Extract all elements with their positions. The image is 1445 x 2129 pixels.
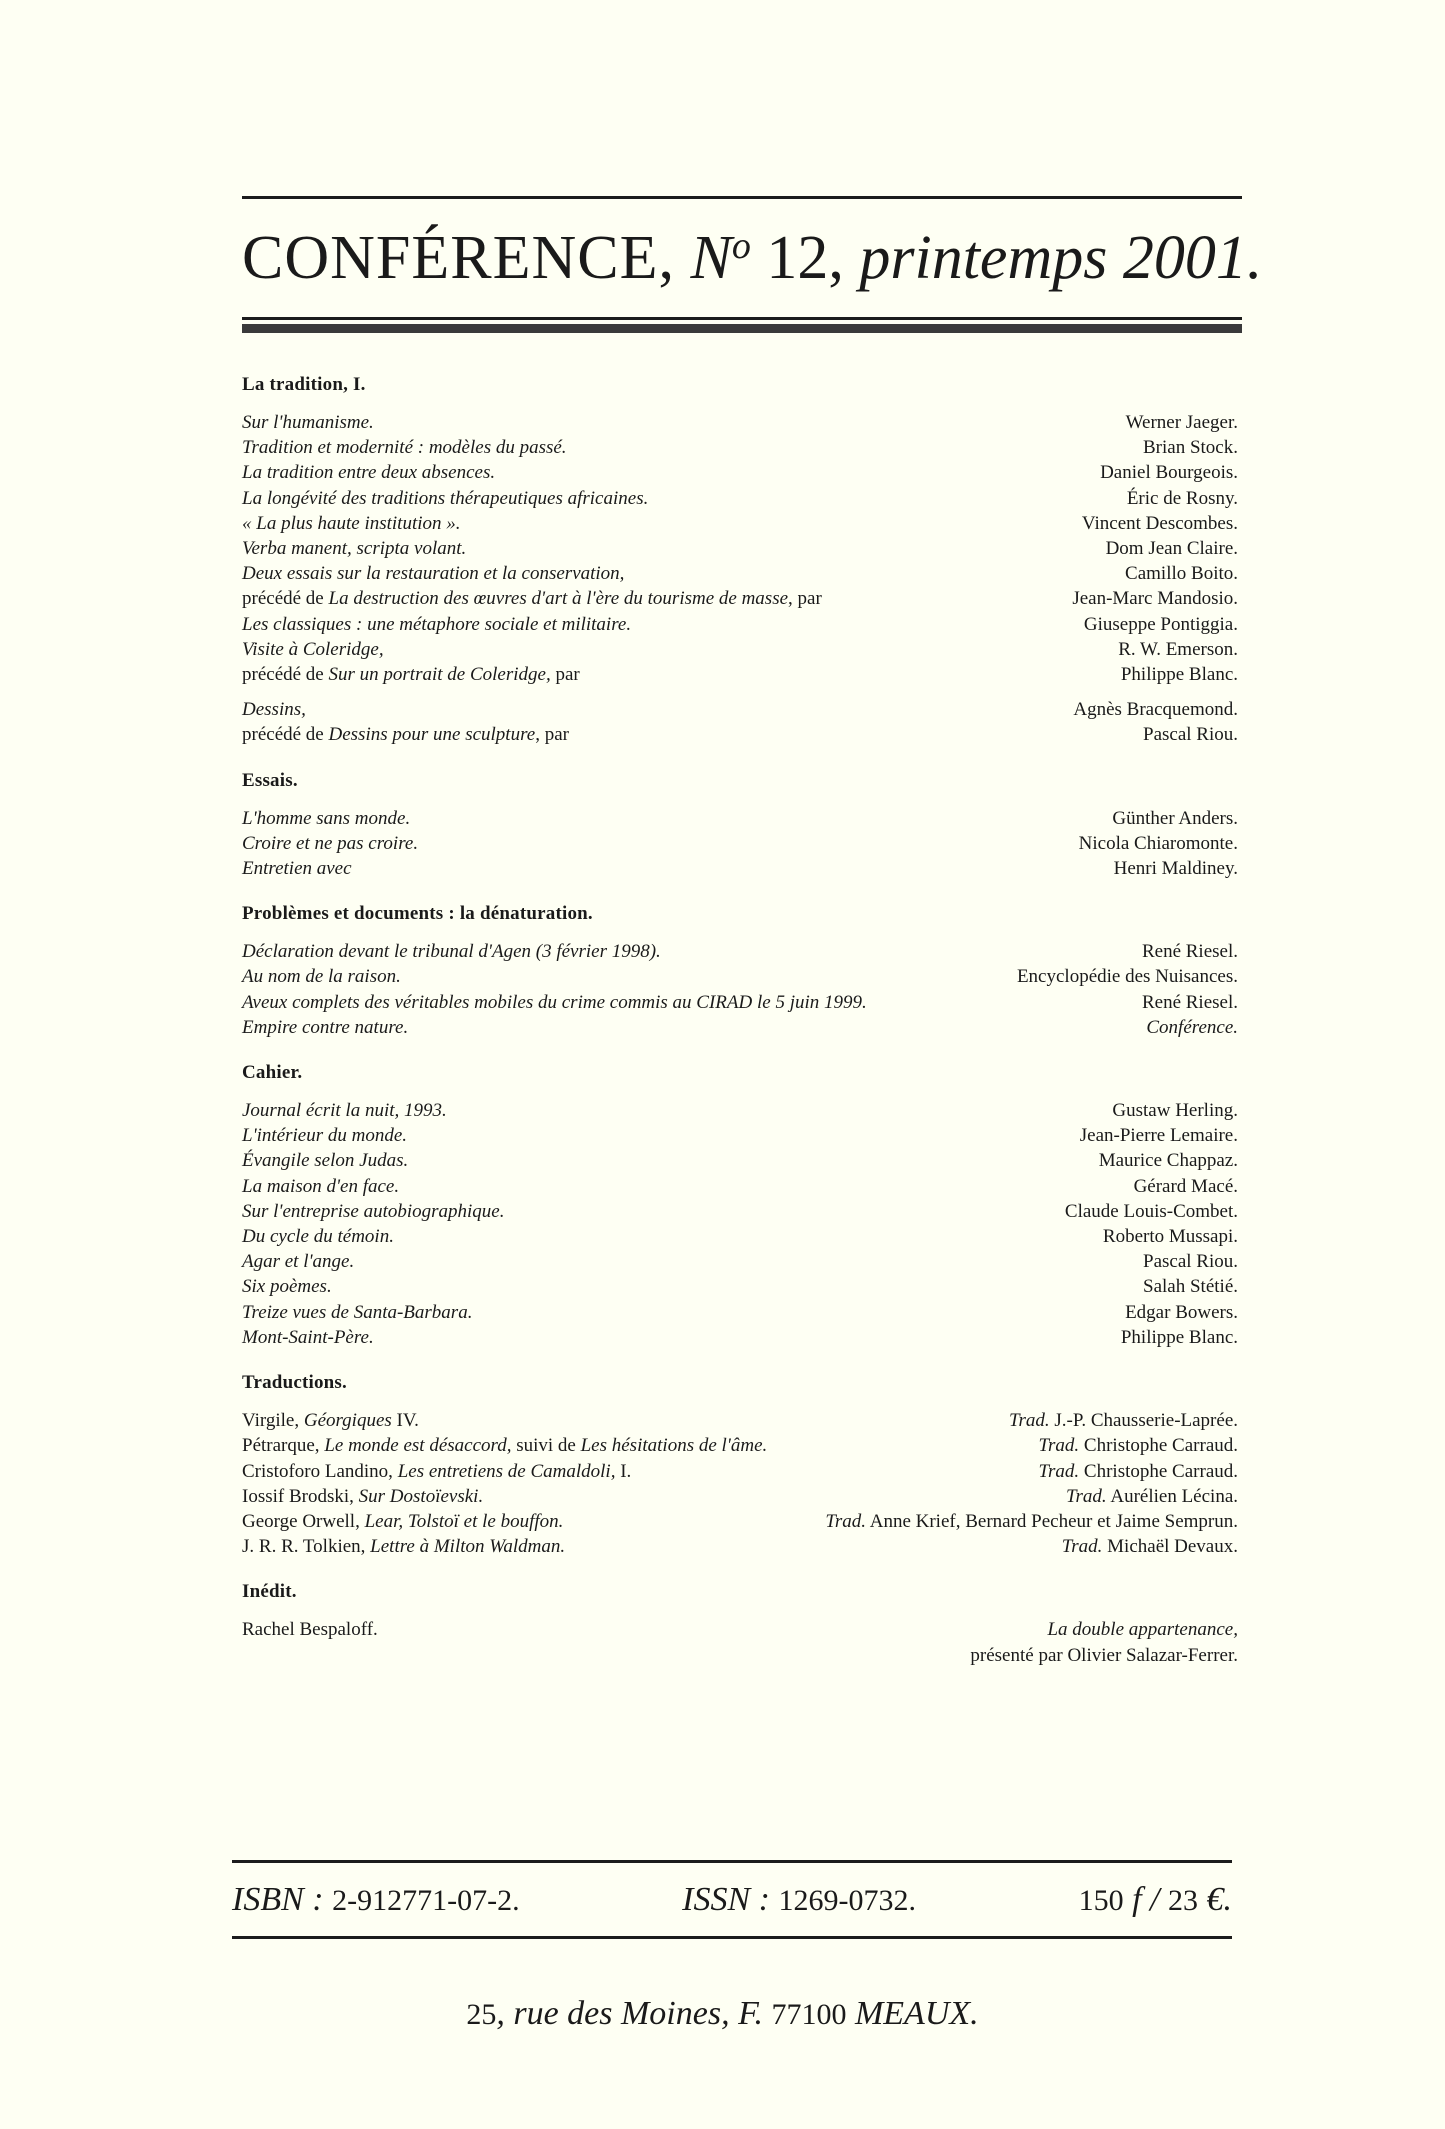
top-rule <box>242 196 1242 199</box>
toc-entry: Agar et l'ange. Pascal Riou. <box>242 1251 1238 1273</box>
title-number-label: $N^o$ <box>690 224 751 292</box>
toc-entry: George Orwell, Lear, Tolstoï et le bouffon. Trad. Anne Krief, Bernard Pecheur et Jaime Semprun. <box>242 1510 1238 1532</box>
toc-entry: La tradition entre deux absences. Daniel Bourgeois. <box>242 462 1238 484</box>
publisher-address: 25, rue des Moines, F. 77100 MEAUX. <box>466 1995 979 2032</box>
toc-entry: précédé de Sur un portrait de Coleridge, par Philippe Blanc. <box>242 664 1238 686</box>
toc-entry: Aveux complets des véritables mobiles du crime commis au CIRAD le 5 juin 1999. René Riesel. <box>242 991 1238 1013</box>
title-journal-name: CONFÉRENCE, <box>242 224 675 292</box>
toc-entry: Six poèmes. Salah Stétié. <box>242 1276 1238 1298</box>
section-heading: Inédit. <box>242 1581 297 1603</box>
toc-entry: Évangile selon Judas. Maurice Chappaz. <box>242 1150 1238 1172</box>
isbn: ISBN : 2-912771-07-2. <box>232 1881 520 1918</box>
toc-entry: Entretien avec Henri Maldiney. <box>242 858 1238 880</box>
toc-entry: précédé de La destruction des œuvres d'art à l'ère du tourisme de masse, par Jean-Marc Mandosio. <box>242 588 1238 610</box>
page-title <box>242 218 1263 298</box>
toc-entry: Deux essais sur la restauration et la conservation, Camillo Boito. <box>242 563 1238 585</box>
toc-entry: Du cycle du témoin. Roberto Mussapi. <box>242 1226 1238 1248</box>
title-rule-thick <box>242 324 1242 333</box>
issn: ISSN : 1269-0732. <box>682 1881 916 1918</box>
section-heading: Essais. <box>242 769 298 791</box>
section-cahier <box>242 1060 1238 1350</box>
toc-entry: Déclaration devant le tribunal d'Agen (3 février 1998). René Riesel. <box>242 941 1238 963</box>
inedit-author: Rachel Bespaloff. <box>242 1619 378 1641</box>
publication-info <box>232 1872 1232 1929</box>
toc-entry: Dessins, Agnès Bracquemond. <box>242 699 1238 721</box>
section-essais <box>242 768 1238 882</box>
toc-entry: Empire contre nature. Conférence. <box>242 1016 1238 1038</box>
toc-entry: « La plus haute institution ». Vincent Descombes. <box>242 512 1238 534</box>
toc-entry: Au nom de la raison. Encyclopédie des Nuisances. <box>242 966 1238 988</box>
footer-rule-bottom <box>232 1936 1232 1939</box>
section-problemes <box>242 901 1238 1040</box>
toc-entry: Mont-Saint-Père. Philippe Blanc. <box>242 1326 1238 1348</box>
toc-entry: Journal écrit la nuit, 1993. Gustaw Herling. <box>242 1100 1238 1122</box>
toc-entry: Sur l'entreprise autobiographique. Claude Louis-Combet. <box>242 1200 1238 1222</box>
toc-entry: précédé de Dessins pour une sculpture, par Pascal Riou. <box>242 724 1238 746</box>
toc-entry: Visite à Coleridge, R. W. Emerson. <box>242 638 1238 660</box>
toc-entry: L'intérieur du monde. Jean-Pierre Lemaire. <box>242 1125 1238 1147</box>
toc-entry: Croire et ne pas croire. Nicola Chiaromonte. <box>242 832 1238 854</box>
toc-entry: Cristoforo Landino, Les entretiens de Camaldoli, I. Trad. Christophe Carraud. <box>242 1460 1238 1482</box>
toc-entry: J. R. R. Tolkien, Lettre à Milton Waldman. Trad. Michaël Devaux. <box>242 1536 1238 1558</box>
toc-entry: L'homme sans monde. Günther Anders. <box>242 807 1238 829</box>
title-issue-number: 12, <box>766 224 844 292</box>
toc-entry <box>242 1617 1238 1667</box>
section-tradition <box>242 372 1238 748</box>
toc-entry: Tradition et modernité : modèles du passé. Brian Stock. <box>242 437 1238 459</box>
section-heading: Traductions. <box>242 1372 347 1394</box>
toc-entry: Les classiques : une métaphore sociale et militaire. Giuseppe Pontiggia. <box>242 613 1238 635</box>
price: 150 f / 23 €. <box>1078 1881 1232 1918</box>
toc-entry: La longévité des traditions thérapeutiques africaines. Éric de Rosny. <box>242 487 1238 509</box>
section-inedit <box>242 1579 1238 1667</box>
section-traductions <box>242 1370 1238 1559</box>
section-heading: Problèmes et documents : la dénaturation. <box>242 903 593 925</box>
section-heading: La tradition, I. <box>242 374 366 395</box>
title-rule-thin <box>242 317 1242 320</box>
toc-entry: Treize vues de Santa-Barbara. Edgar Bowers. <box>242 1301 1238 1323</box>
toc-entry: La maison d'en face. Gérard Macé. <box>242 1175 1238 1197</box>
toc-entry: Pétrarque, Le monde est désaccord, suivi de Les hésitations de l'âme. Trad. Christophe Carraud. <box>242 1435 1238 1457</box>
title-season: printemps 2001. <box>859 224 1263 292</box>
toc-entry: Verba manent, scripta volant. Dom Jean Claire. <box>242 538 1238 560</box>
table-of-contents <box>242 372 1238 1688</box>
section-heading: Cahier. <box>242 1062 303 1084</box>
toc-entry: Sur l'humanisme. Werner Jaeger. <box>242 412 1238 433</box>
toc-entry: Iossif Brodski, Sur Dostoïevski. Trad. Aurélien Lécina. <box>242 1485 1238 1507</box>
footer-rule-top <box>232 1860 1232 1863</box>
inedit-work: La double appartenance, présenté par Olivier Salazar-Ferrer. <box>970 1619 1238 1666</box>
toc-entry: Virgile, Géorgiques IV. Trad. J.-P. Chausserie-Laprée. <box>242 1410 1238 1432</box>
